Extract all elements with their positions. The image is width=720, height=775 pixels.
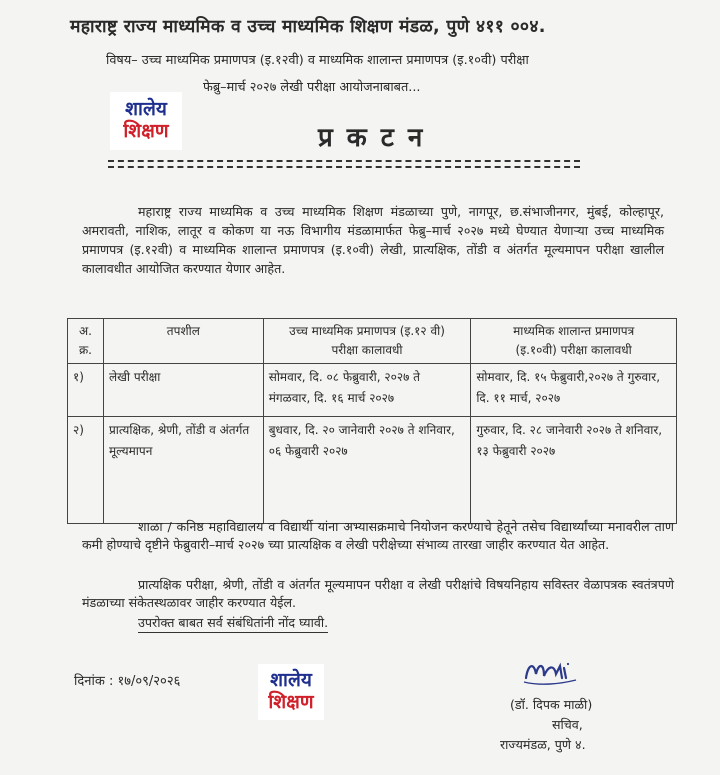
- table-row: [68, 364, 677, 417]
- subject-line-1: विषय– उच्च माध्यमिक प्रमाणपत्र (इ.१२वी) व माध्यमिक शालान्त प्रमाणपत्र (इ.१०वी) परीक्षा: [106, 53, 529, 68]
- row-sr: २): [68, 417, 104, 524]
- header-sr-line1: अ.: [78, 324, 92, 338]
- timetable-paragraph: प्रात्यक्षिक परीक्षा, श्रेणी, तोंडी व अंतर्गत मूल्यमापन परीक्षा व लेखी परीक्षांचे विषयनिहाय सविस्तर वेळापत्रक स्वतंत्रपणे मंडळाच्या संकेतस्थळावर जाहीर करण्यात येईल.: [82, 577, 674, 610]
- header-ssc-line2: (इ.१०वी) परीक्षा कालावधी: [515, 343, 632, 357]
- header-ssc-line1: माध्यमिक शालान्त प्रमाणपत्र: [513, 324, 635, 338]
- title-divider: [108, 160, 580, 162]
- signer-designation: सचिव,: [552, 717, 583, 732]
- logo-text-line2: शिक्षण: [268, 691, 314, 713]
- row-details: लेखी परीक्षा: [103, 364, 263, 417]
- row-ssc-period: सोमवार, दि. १५ फेब्रुवारी,२०२७ ते गुरुवार, दि. ११ मार्च, २०२७: [471, 364, 677, 417]
- table-row: [68, 417, 677, 524]
- date-value: १७/०९/२०२६: [117, 674, 181, 689]
- row-sr: १): [68, 364, 104, 417]
- notice-title: प्रकटन: [318, 123, 437, 153]
- subject-line-2: फेब्रु–मार्च २०२७ लेखी परीक्षा आयोजनाबाबत...: [203, 80, 421, 95]
- header-hsc-line2: परीक्षा कालावधी: [331, 343, 403, 357]
- logo-text-line1: शालेय: [125, 98, 167, 121]
- logo-text-line2: शिक्षण: [123, 120, 169, 142]
- header-details: [103, 319, 263, 364]
- signature-mark: [520, 656, 580, 688]
- note-line: उपरोक्त बाबत सर्व संबंधितांनी नोंद घ्यावी.: [138, 614, 328, 633]
- header-ssc: [471, 319, 677, 364]
- date-line: [74, 671, 180, 689]
- logo-text-line1: शालेय: [270, 669, 312, 692]
- header-hsc-line1: उच्च माध्यमिक प्रमाणपत्र (इ.१२ वी): [289, 324, 445, 338]
- board-name-header: महाराष्ट्र राज्य माध्यमिक व उच्च माध्यमिक शिक्षण मंडळ, पुणे ४११ ००४.: [70, 17, 546, 37]
- title-divider-2: [108, 166, 580, 168]
- shaley-shikshan-logo-top: [110, 92, 182, 150]
- row-hsc-period: बुधवार, दि. २० जानेवारी २०२७ ते शनिवार, ०६ फेब्रुवारी २०२७: [263, 417, 471, 524]
- signer-office: राज्यमंडळ, पुणे ४.: [500, 737, 586, 752]
- shaley-shikshan-logo-bottom: [258, 664, 324, 720]
- header-hsc: [263, 319, 471, 364]
- header-details-label: तपशील: [166, 324, 200, 338]
- planning-paragraph: शाळा / कनिष्ठ महाविद्यालय व विद्यार्थी यांना अभ्यासक्रमाचे नियोजन करण्याचे हेतूने तसेच विद्यार्थ्यांच्या मनावरील ताण कमी होण्याचे दृष्टीने फेब्रुवारी–मार्च २०२७ च्या प्रात्यक्षिक व लेखी परीक्षेच्या संभाव्य तारखा जाहीर करण्यात येत आहेत.: [82, 519, 674, 552]
- row-ssc-period: गुरुवार, दि. २८ जानेवारी २०२७ ते शनिवार, १३ फेब्रुवारी २०२७: [471, 417, 677, 524]
- table-header-row: [68, 319, 677, 364]
- row-hsc-period: सोमवार, दि. ०८ फेब्रुवारी, २०२७ ते मंगळवार, दि. १६ मार्च २०२७: [263, 364, 471, 417]
- exam-schedule-table: [67, 318, 677, 524]
- date-label: दिनांक :: [74, 674, 114, 689]
- header-sr-no: [68, 319, 104, 364]
- row-details: प्रात्यक्षिक, श्रेणी, तोंडी व अंतर्गत मूल्यमापन: [103, 417, 263, 524]
- signer-name: (डॉ. दिपक माळी): [510, 697, 593, 712]
- intro-paragraph: महाराष्ट्र राज्य माध्यमिक व उच्च माध्यमिक शिक्षण मंडळाच्या पुणे, नागपूर, छ.संभाजीनगर, मुंबई, कोल्हापूर, अमरावती, नाशिक, लातूर व कोकण या नऊ विभागीय मंडळामार्फत फेब्रु–मार्च २०२७ मध्ये घेण्यात येणाऱ्या उच्च माध्यमिक प्रमाणपत्र (इ.१२वी) व माध्यमिक शालान्त प्रमाणपत्र (इ.१०वी) लेखी, प्रात्यक्षिक, तोंडी व अंतर्गत मूल्यमापन परीक्षा खालील कालावधीत आयोजित करण्यात येणार आहेत.: [82, 204, 664, 276]
- header-sr-line2: क्र.: [78, 343, 92, 357]
